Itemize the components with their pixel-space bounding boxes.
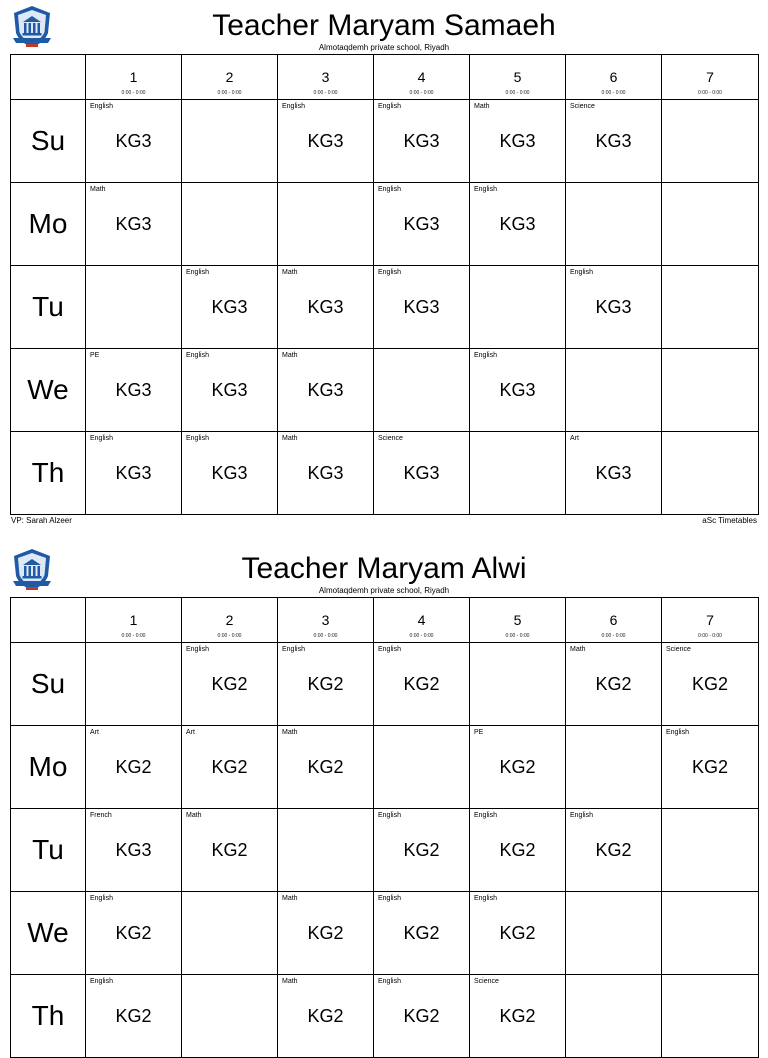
lesson-subject: English <box>666 729 689 736</box>
lesson-class: KG2 <box>499 1006 536 1026</box>
period-header <box>470 598 566 643</box>
lesson-slot <box>182 892 278 975</box>
lesson-subject: English <box>378 895 401 902</box>
lesson-class: KG2 <box>595 674 632 694</box>
day-label: Tu <box>11 809 86 892</box>
lesson-class: KG3 <box>307 463 344 483</box>
lesson-slot <box>662 975 759 1058</box>
lesson-slot <box>374 726 470 809</box>
lesson-slot <box>86 266 182 349</box>
lesson-subject: Math <box>474 103 490 110</box>
period-header <box>566 55 662 100</box>
lesson-subject: Science <box>474 978 499 985</box>
period-header <box>182 598 278 643</box>
lesson-class: KG3 <box>403 131 440 151</box>
lesson-class: KG2 <box>499 757 536 777</box>
lesson-class: KG3 <box>403 214 440 234</box>
period-header <box>278 55 374 100</box>
lesson-slot <box>470 892 566 975</box>
lesson-subject: English <box>570 812 593 819</box>
period-number: 1 <box>129 612 138 628</box>
day-label: Mo <box>11 726 86 809</box>
lesson-class: KG3 <box>115 463 152 483</box>
lesson-slot <box>182 432 278 515</box>
lesson-slot <box>278 349 374 432</box>
lesson-slot <box>662 349 759 432</box>
day-row <box>11 726 759 809</box>
lesson-class: KG3 <box>595 463 632 483</box>
period-time: 0:00 - 0:00 <box>505 633 530 639</box>
lesson-slot <box>470 726 566 809</box>
timetable-grid <box>10 54 759 515</box>
lesson-slot <box>86 726 182 809</box>
lesson-slot <box>86 100 182 183</box>
lesson-subject: English <box>378 978 401 985</box>
lesson-slot <box>278 975 374 1058</box>
footer-vp: VP: Sarah Alzeer <box>11 516 72 525</box>
lesson-slot <box>374 432 470 515</box>
lesson-class: KG2 <box>115 757 152 777</box>
lesson-subject: English <box>474 352 497 359</box>
lesson-subject: English <box>90 895 113 902</box>
lesson-slot <box>86 892 182 975</box>
lesson-subject: English <box>378 812 401 819</box>
lesson-subject: Math <box>570 646 586 653</box>
lesson-slot <box>374 183 470 266</box>
lesson-class: KG2 <box>499 923 536 943</box>
lesson-subject: English <box>90 435 113 442</box>
period-number: 5 <box>513 612 522 628</box>
period-header-row <box>11 55 759 100</box>
period-time: 0:00 - 0:00 <box>313 633 338 639</box>
lesson-class: KG2 <box>691 757 729 777</box>
day-row <box>11 266 759 349</box>
lesson-slot <box>662 183 759 266</box>
lesson-subject: English <box>474 812 497 819</box>
lesson-subject: Science <box>378 435 403 442</box>
lesson-class: KG2 <box>307 923 344 943</box>
lesson-slot <box>566 349 662 432</box>
period-number: 6 <box>609 612 618 628</box>
lesson-slot <box>182 975 278 1058</box>
lesson-class: KG2 <box>691 674 729 694</box>
lesson-slot <box>182 349 278 432</box>
day-row <box>11 432 759 515</box>
lesson-slot <box>662 432 759 515</box>
lesson-subject: Math <box>282 352 298 359</box>
lesson-slot <box>86 349 182 432</box>
period-time: 0:00 - 0:00 <box>505 90 530 96</box>
day-row <box>11 975 759 1058</box>
lesson-class: KG2 <box>307 757 344 777</box>
lesson-slot <box>374 349 470 432</box>
lesson-slot <box>182 726 278 809</box>
lesson-subject: English <box>474 895 497 902</box>
lesson-slot <box>470 975 566 1058</box>
lesson-subject: Math <box>90 186 106 193</box>
period-time: 0:00 - 0:00 <box>409 633 434 639</box>
period-header <box>470 55 566 100</box>
day-row <box>11 349 759 432</box>
lesson-slot <box>278 266 374 349</box>
day-row <box>11 892 759 975</box>
lesson-slot <box>566 892 662 975</box>
lesson-slot <box>278 643 374 726</box>
lesson-class: KG2 <box>211 840 248 860</box>
period-header <box>566 598 662 643</box>
lesson-slot <box>86 809 182 892</box>
lesson-class: KG3 <box>307 131 344 151</box>
lesson-class: KG3 <box>211 463 248 483</box>
period-header <box>182 55 278 100</box>
lesson-slot <box>470 643 566 726</box>
lesson-subject: Math <box>282 978 298 985</box>
period-time: 0:00 - 0:00 <box>601 633 626 639</box>
lesson-class: KG3 <box>499 131 536 151</box>
lesson-class: KG2 <box>307 674 344 694</box>
lesson-class: KG2 <box>403 1006 440 1026</box>
day-label: We <box>11 349 86 432</box>
lesson-slot <box>662 266 759 349</box>
corner-cell <box>11 55 86 100</box>
lesson-slot <box>662 809 759 892</box>
period-time: 0:00 - 0:00 <box>217 633 242 639</box>
lesson-slot <box>374 892 470 975</box>
lesson-slot <box>182 266 278 349</box>
lesson-class: KG2 <box>403 923 440 943</box>
period-number: 2 <box>225 612 234 628</box>
lesson-slot <box>566 643 662 726</box>
lesson-class: KG2 <box>595 840 632 860</box>
lesson-subject: PE <box>90 352 100 359</box>
lesson-subject: Science <box>666 646 691 653</box>
period-header <box>662 598 759 643</box>
lesson-slot <box>86 643 182 726</box>
lesson-class: KG3 <box>403 297 440 317</box>
teacher-title: Teacher Maryam Alwi <box>241 552 527 585</box>
lesson-slot <box>374 975 470 1058</box>
lesson-subject: Science <box>570 103 595 110</box>
lesson-subject: English <box>378 103 401 110</box>
school-name: Almotaqdemh private school, Riyadh <box>318 586 450 595</box>
lesson-slot <box>278 726 374 809</box>
period-time: 0:00 - 0:00 <box>313 90 338 96</box>
lesson-subject: English <box>282 103 305 110</box>
period-time: 0:00 - 0:00 <box>217 90 242 96</box>
period-number: 7 <box>706 612 714 628</box>
lesson-class: KG2 <box>499 840 536 860</box>
lesson-slot <box>566 183 662 266</box>
lesson-slot <box>374 100 470 183</box>
lesson-class: KG3 <box>307 380 344 400</box>
lesson-subject: English <box>378 646 401 653</box>
lesson-class: KG3 <box>115 214 152 234</box>
lesson-slot <box>86 975 182 1058</box>
school-name: Almotaqdemh private school, Riyadh <box>318 43 450 52</box>
lesson-slot <box>566 266 662 349</box>
day-label: We <box>11 892 86 975</box>
lesson-subject: English <box>474 186 497 193</box>
period-number: 3 <box>321 612 330 628</box>
period-number: 3 <box>321 69 330 85</box>
lesson-subject: English <box>378 269 401 276</box>
period-time: 0:00 - 0:00 <box>121 90 146 96</box>
lesson-class: KG2 <box>211 757 248 777</box>
lesson-class: KG3 <box>307 297 344 317</box>
period-number: 6 <box>609 69 618 85</box>
lesson-slot <box>566 100 662 183</box>
period-number: 7 <box>706 69 714 85</box>
period-time: 0:00 - 0:00 <box>601 90 626 96</box>
lesson-slot <box>566 726 662 809</box>
lesson-slot <box>182 809 278 892</box>
lesson-class: KG3 <box>211 380 248 400</box>
lesson-class: KG3 <box>595 297 632 317</box>
lesson-class: KG2 <box>403 840 440 860</box>
lesson-slot <box>470 183 566 266</box>
lesson-slot <box>278 892 374 975</box>
lesson-class: KG3 <box>499 214 536 234</box>
period-number: 4 <box>417 69 426 85</box>
lesson-slot <box>182 643 278 726</box>
lesson-subject: Art <box>570 435 579 442</box>
period-number: 5 <box>513 69 522 85</box>
lesson-slot <box>86 183 182 266</box>
day-label: Th <box>11 432 86 515</box>
day-label: Mo <box>11 183 86 266</box>
lesson-slot <box>662 643 759 726</box>
lesson-subject: English <box>90 103 113 110</box>
period-time: 0:00 - 0:00 <box>409 90 434 96</box>
period-time: 0:00 - 0:00 <box>698 90 722 96</box>
period-time: 0:00 - 0:00 <box>698 633 722 639</box>
lesson-subject: English <box>90 978 113 985</box>
lesson-slot <box>470 349 566 432</box>
timetable-grid <box>10 597 759 1058</box>
lesson-slot <box>86 432 182 515</box>
lesson-class: KG2 <box>211 674 248 694</box>
lesson-class: KG2 <box>115 1006 152 1026</box>
lesson-slot <box>182 183 278 266</box>
lesson-slot <box>470 266 566 349</box>
lesson-subject: English <box>186 269 209 276</box>
day-row <box>11 100 759 183</box>
period-number: 1 <box>129 69 138 85</box>
lesson-slot <box>182 100 278 183</box>
period-number: 4 <box>417 612 426 628</box>
lesson-subject: Math <box>186 812 202 819</box>
lesson-class: KG3 <box>499 380 536 400</box>
day-row <box>11 643 759 726</box>
lesson-slot <box>566 975 662 1058</box>
lesson-class: KG3 <box>595 131 632 151</box>
lesson-slot <box>566 809 662 892</box>
lesson-subject: Art <box>186 729 195 736</box>
lesson-slot <box>566 432 662 515</box>
lesson-subject: English <box>186 352 209 359</box>
day-label: Su <box>11 643 86 726</box>
lesson-subject: English <box>570 269 593 276</box>
lesson-slot <box>374 809 470 892</box>
period-header <box>662 55 759 100</box>
lesson-slot <box>470 809 566 892</box>
day-row <box>11 183 759 266</box>
lesson-slot <box>470 432 566 515</box>
period-header <box>278 598 374 643</box>
lesson-slot <box>278 809 374 892</box>
period-header <box>86 55 182 100</box>
period-time: 0:00 - 0:00 <box>121 633 146 639</box>
lesson-slot <box>662 726 759 809</box>
footer-credit: aSc Timetables <box>702 516 757 525</box>
timetable-page <box>0 543 768 1031</box>
lesson-subject: English <box>186 646 209 653</box>
period-header <box>374 55 470 100</box>
day-label: Th <box>11 975 86 1058</box>
lesson-subject: PE <box>474 729 484 736</box>
lesson-subject: Math <box>282 895 298 902</box>
lesson-slot <box>278 100 374 183</box>
lesson-subject: English <box>282 646 305 653</box>
day-row <box>11 809 759 892</box>
lesson-subject: English <box>378 186 401 193</box>
lesson-class: KG2 <box>115 923 152 943</box>
lesson-class: KG3 <box>211 297 248 317</box>
period-header <box>86 598 182 643</box>
day-label: Su <box>11 100 86 183</box>
lesson-class: KG2 <box>403 674 440 694</box>
lesson-subject: Math <box>282 435 298 442</box>
lesson-slot <box>470 100 566 183</box>
lesson-class: KG3 <box>115 380 152 400</box>
teacher-title: Teacher Maryam Samaeh <box>212 9 556 42</box>
lesson-slot <box>278 183 374 266</box>
lesson-slot <box>374 643 470 726</box>
lesson-class: KG3 <box>403 463 440 483</box>
lesson-slot <box>662 100 759 183</box>
lesson-slot <box>278 432 374 515</box>
lesson-subject: Art <box>90 729 99 736</box>
lesson-subject: Math <box>282 269 298 276</box>
lesson-slot <box>374 266 470 349</box>
lesson-subject: Math <box>282 729 298 736</box>
lesson-class: KG2 <box>307 1006 344 1026</box>
lesson-class: KG3 <box>115 131 152 151</box>
corner-cell <box>11 598 86 643</box>
lesson-slot <box>662 892 759 975</box>
period-number: 2 <box>225 69 234 85</box>
period-header-row <box>11 598 759 643</box>
lesson-subject: French <box>90 812 112 819</box>
lesson-class: KG3 <box>115 840 152 860</box>
day-label: Tu <box>11 266 86 349</box>
lesson-subject: English <box>186 435 209 442</box>
period-header <box>374 598 470 643</box>
